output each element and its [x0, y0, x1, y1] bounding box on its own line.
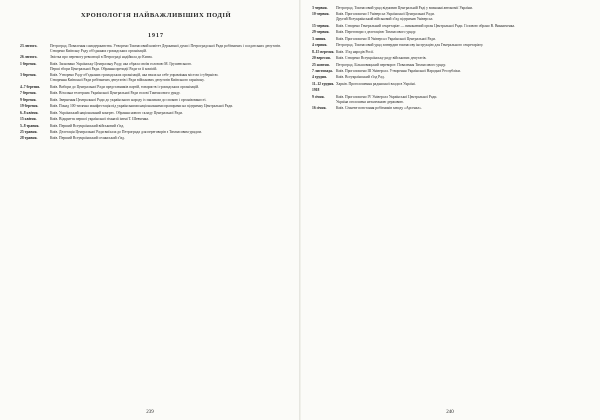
entry-date: 23 лютого. [20, 44, 38, 48]
entry-text: Київ. Створено Генеральний секретаріат — виконавчий орган Центральної Ради. Головою обрано В. Винниченка. [336, 23, 516, 28]
entry-text: Київ. Засновано Українську Центральну Раду, яка обрала своїм головою М. Грушевського. [50, 61, 193, 66]
entry-text: Петроград. Повалення самодержавства. Утворено Тимчасовий комітет Державної думи і Петроградської Ради робітничих і солдатських депутатів. [50, 44, 281, 48]
chronology-entry [20, 44, 292, 54]
entry-text: Київ. Проголошено ІІІ Універсал. Утворення Української Народної Республіки. [336, 68, 461, 73]
entry-text: Київ. Утворено Раду об'єднаних громадських організацій, яка взяла на себе управління містом і губернією. [50, 73, 219, 78]
chronology-entry [312, 37, 584, 42]
chronology-entry [312, 56, 584, 61]
chronology-entry [312, 75, 584, 80]
entry-date: 11–12 грудня. [312, 81, 335, 86]
chronology-entry [312, 43, 584, 48]
entry-text: Київ. Створено Всеукраїнську раду військових депутатів. [336, 56, 427, 61]
entry-date: 26 лютого. [20, 55, 38, 60]
entry-text: Київ. Всеукраїнський з'їзд Рад. [336, 75, 385, 80]
entry-date: 3 червня. [312, 6, 328, 10]
right-page-number: 240 [446, 410, 454, 415]
entry-date: 3 березня. [20, 73, 37, 78]
entry-text: Звістка про перемогу революції в Петрограді надійшла до Києва. [50, 55, 153, 60]
entry-text: Київ. Вибори до Центральної Ради представників партій, товариств і громадських організацій. [50, 84, 200, 89]
entry-text: Петроград. Більшовицький переворот. Повалення Тимчасового уряду. [336, 62, 446, 67]
entry-text: Київ. Проголошено І Універсал Української Центральної Ради. [336, 12, 435, 17]
entry-date: 5–8 травня. [20, 123, 40, 128]
entry-text: Київ. Проголошено IV Універсал Української Центральної Ради. [336, 94, 438, 99]
entry-text: Київ. Понад 100 тисячна маніфестація під українськими національними прапорами на підтримку Центральної Ради. [50, 104, 234, 109]
entry-text: Київ. Звернення Центральної Ради до українського народу із закликом до спокою і організованості. [50, 97, 207, 102]
left-page-number: 239 [146, 410, 154, 415]
chronology-entry [20, 124, 292, 129]
chronology-entry [312, 106, 584, 111]
entry-text: Київ. Вітальна телеграма Української Центральної Ради голові Тимчасового уряду. [50, 91, 181, 96]
entry-continuation: Створення Київської Ради робітничих депутатів і Ради військових депутатів Київського гарнізону. [50, 78, 205, 83]
entry-date: 28 травня. [20, 136, 38, 141]
right-entries-list [312, 6, 584, 111]
year-heading: 1917 [148, 33, 164, 39]
entry-date: 7 березня. [20, 91, 37, 96]
chronology-entry [312, 6, 584, 11]
chronology-entry [312, 12, 584, 22]
chronology-entry [20, 62, 292, 72]
entry-date: 4 грудня. [312, 75, 327, 80]
chronology-entry [20, 111, 292, 116]
chronology-entry [20, 91, 292, 96]
chronology-entry [312, 63, 584, 68]
chronology-entry [20, 104, 292, 109]
chronology-entry [20, 136, 292, 141]
chronology-entry [20, 117, 292, 122]
entry-date: 10 червня. [312, 12, 330, 17]
entry-continuation: Створено Київську Раду об'єднаних громадських організацій. [50, 49, 147, 54]
entry-date: 15 червня. [312, 23, 330, 28]
chronology-title: ХРОНОЛОГІЯ НАЙВАЖЛИВІШИХ ПОДІЙ [80, 12, 232, 19]
chronology-entry [312, 95, 584, 105]
chronology-entry [312, 88, 584, 93]
entry-text: Київ. Делегація Центральної Ради виїхала до Петрограда для переговорів з Тимчасовим урядом. [50, 129, 202, 134]
entry-date: 4–7 березня. [20, 84, 41, 89]
left-entries-list [20, 44, 292, 141]
entry-date: 1 березня. [20, 61, 37, 66]
entry-text: Петроград. Тимчасовий уряд затвердив тимчасову інструкцію для Генерального секретаріату. [336, 43, 484, 48]
chronology-entry [312, 50, 584, 55]
entry-date: 7 листопада. [312, 68, 333, 73]
entry-continuation: Україна оголошена незалежною державою. [336, 99, 404, 104]
chronology-entry [20, 130, 292, 135]
entry-text: Київ. Відкриття першої української гімназії імені Т. Шевченка. [50, 117, 149, 122]
entry-continuation: Перші збори Центральної Ради. Обрання президії Ради та її комісій. [50, 66, 158, 71]
entry-date: 1918 [312, 88, 320, 93]
entry-date: 4 серпня. [312, 43, 328, 48]
chronology-entry [20, 55, 292, 60]
entry-text: Київ. Перший Всеукраїнський селянський з'їзд. [50, 136, 125, 141]
entry-continuation: Другий Всеукраїнський військовий з'їзд підтримав Універсал. [336, 17, 434, 22]
entry-date: 8–15 вересня. [312, 49, 335, 54]
entry-date: 15 квітня. [20, 117, 37, 122]
entry-date: 20 вересня. [312, 56, 331, 61]
entry-date: 9 березня. [20, 97, 37, 102]
entry-date: 19 березня. [20, 104, 39, 109]
chronology-entry [20, 98, 292, 103]
chronology-entry [20, 73, 292, 83]
entry-text: Харків. Проголошення радянської влади в Україні. [336, 81, 416, 86]
entry-text: Петроград. Тимчасовий уряд відмовив Центральній Раді у визнанні автономії України. [336, 6, 473, 10]
chronology-entry [20, 85, 292, 90]
entry-text: Київ. З'їзд народів Росії. [336, 49, 375, 54]
entry-text: Київ. Проголошено ІІ Універсал Української Центральної Ради. [336, 36, 436, 41]
entry-text: Київ. Переговори з делегацією Тимчасового уряду. [336, 30, 416, 35]
entry-date: 3 липня. [312, 36, 327, 41]
entry-date: 29 червня. [312, 30, 330, 35]
chronology-entry [312, 24, 584, 29]
entry-date: 25 травня. [20, 129, 38, 134]
right-page [300, 0, 600, 420]
chronology-entry [312, 30, 584, 35]
entry-text: Київ. Перший Всеукраїнський військовий з'їзд. [50, 123, 125, 128]
chronology-entry [312, 69, 584, 74]
entry-text: Київ. Січневе повстання робітників заводу «Арсенал». [336, 106, 423, 111]
entry-text: Київ. Український національний конгрес. Обрання нового складу Центральної Ради. [50, 110, 183, 115]
entry-date: 6–8 квітня. [20, 110, 39, 115]
chronology-entry [312, 82, 584, 87]
entry-date: 9 січня. [312, 94, 325, 99]
entry-date: 16 січня. [312, 106, 327, 111]
entry-date: 25 жовтня. [312, 62, 330, 67]
